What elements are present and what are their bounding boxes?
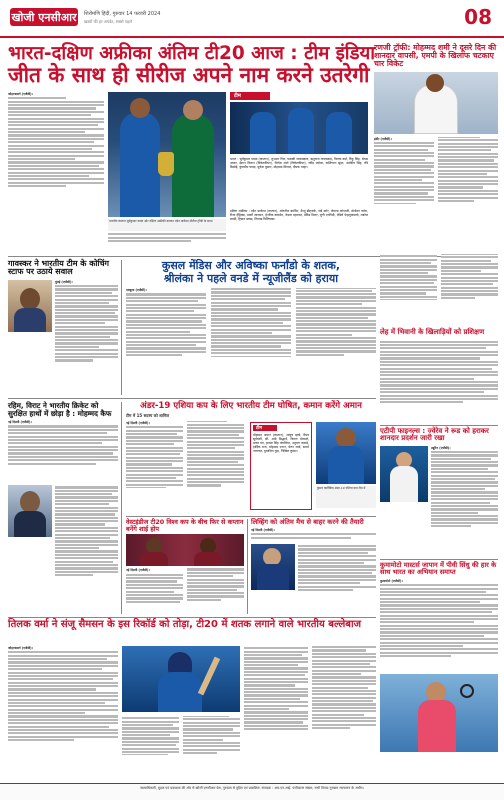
masthead-date: शिरोमणि हिंदी, गुरुवार 14 फरवरी 2024 xyxy=(84,11,161,17)
team-box-india: भारत : सूर्यकुमार यादव (कप्तान), शुभमन गिल, यशस्वी जायसवाल, ऋतुराज गायकवाड़, तिलक वर्मा, रिंकू सिंह, श्रेयस अय्यर, ईशान किशन (विकेटकीपर), जितेश शर्मा (विकेटकीपर), रवींद्र जडेजा, वाशिंगटन सुंदर, अर्शदीप सिंह, रवि बिश्नोई, कुलदीप यादव, मुकेश कुमार, मोहम्मद सिराज, दीपक चाहर। xyxy=(230,157,368,170)
atp-headline: एटीपी फाइनल्स : ज्वेरेव ने रूड को हराकर शानदार प्रदर्शन जारी रखा xyxy=(380,427,489,443)
masthead-sub: खबरों की हर अपडेट, सबसे पहले xyxy=(84,19,133,24)
kumamoto-photo xyxy=(380,674,498,752)
livingstone-body-top xyxy=(251,528,376,542)
lead-story xyxy=(8,43,376,254)
kusal-headline-1: कुसल मेंडिस और अविष्का फर्नांडो के शतक, xyxy=(161,259,341,272)
kusal-story xyxy=(126,260,376,395)
u19-team-title: टीम xyxy=(253,425,277,431)
tilak-dateline: जोहान्सबर्ग (एजेंसी)। xyxy=(8,646,33,650)
livingstone-body xyxy=(298,544,376,606)
player-figure-left xyxy=(120,112,160,217)
lead-headline-1: भारत-दक्षिण अफ्रीका अंतिम टी20 आज : टीम इंडिया xyxy=(8,43,376,64)
masthead-logo xyxy=(10,8,78,26)
tilak-body-2 xyxy=(122,716,240,778)
bat-icon xyxy=(198,657,220,696)
lead-body-col1 xyxy=(8,92,104,252)
divider-vertical-3 xyxy=(247,519,248,614)
kumamoto-body xyxy=(380,579,498,671)
lead-body-col2 xyxy=(108,232,226,254)
ranji-body xyxy=(374,137,498,245)
ranji-headline: रणजी ट्रॉफी: मोहम्मद शमी ने दूसरे दिन की शानदार वापसी, एमपी के खिलाफ चटकाए चार विकेट xyxy=(374,43,497,69)
ranji-dateline: इंदौर (एजेंसी)। xyxy=(374,136,392,141)
footer xyxy=(0,783,504,800)
u19-photo xyxy=(316,422,376,484)
batsman-helmet xyxy=(168,652,192,674)
lead-dateline: जोहान्सबर्ग (एजेंसी)। xyxy=(8,92,33,96)
atp-photo xyxy=(380,446,428,502)
atp-body xyxy=(431,446,498,546)
training-body xyxy=(380,339,498,419)
team-box-title: टीम xyxy=(230,92,270,100)
u19-team-list: मोहम्मद अमान (कप्तान), आयुष म्हात्रे, वैभव सूर्यवंशी, सी. आंद्रे सिद्धार्थ, किरण चोरमले, प्रणव पंत, हरवंश सिंह पंगालिया, अनुराग कवाड़े, हार्दिक राज, मोहम्मद एनान, चेतन शर्मा, समर्थ नागराज, युधाजित गुहा, निखिल कुमार। xyxy=(253,433,309,454)
u19-subhead: टीम में 15 सदस्य को शामिल xyxy=(126,413,170,419)
kaif-dateline: नई दिल्ली (एजेंसी)। xyxy=(8,420,32,425)
lead-photo xyxy=(108,92,226,217)
wi-photo xyxy=(126,534,244,566)
player-head-right xyxy=(183,100,203,120)
kaif-photo xyxy=(8,485,52,537)
ranji-photo xyxy=(374,72,498,134)
masthead-logo-text: खोजी एनसीआर xyxy=(11,10,77,24)
training-body-top xyxy=(380,254,498,326)
u19-dateline: नई दिल्ली (एजेंसी)। xyxy=(126,421,150,426)
divider-vertical-1 xyxy=(121,260,122,395)
player-head-left xyxy=(130,98,150,118)
divider-4 xyxy=(8,617,376,618)
livingstone-photo xyxy=(251,544,295,590)
wi-dateline: नई दिल्ली (एजेंसी)। xyxy=(126,568,150,573)
lead-headline-2: जीत के साथ ही सीरीज अपने नाम करने उतरेगी xyxy=(8,63,370,88)
kaif-body xyxy=(55,485,118,613)
atp-story xyxy=(380,428,498,558)
player-figure-right xyxy=(172,114,214,217)
training-headline: लेह में भिवानी के खिलाड़ियों को प्रशिक्षण xyxy=(380,328,485,336)
kumamoto-dateline: कुमामोटो (एजेंसी)। xyxy=(380,578,403,583)
lead-team-box xyxy=(230,92,368,254)
team-box-photo xyxy=(230,102,368,154)
livingstone-story xyxy=(251,519,376,614)
kumamoto-headline: कुमामोटो मास्टर्स जापान में पीवी सिंधु की हार के साथ भारत का अभियान समाप्त xyxy=(380,561,497,576)
u19-story xyxy=(126,402,376,514)
kaif-headline: रहिम, विराट ने भारतीय क्रिकेट को सुरक्षित हाथों में छोड़ा है : मोहम्मद कैफ xyxy=(8,401,112,418)
bowler-head xyxy=(426,74,444,92)
kaif-body-top xyxy=(8,420,118,482)
training-story xyxy=(380,254,498,424)
footer-text: स्वत्वाधिकारी, मुद्रक एवं प्रकाशक की ओर से खोजी एनसीआर प्रेस, गुरुग्राम से मुद्रित एवं प्रकाशित। संपादक : आर.एन.आई. पंजीकरण संख्या, सभी विवाद गुरुग्राम न्यायालय के अधीन। xyxy=(140,786,364,790)
gavaskar-body xyxy=(55,280,118,388)
gavaskar-story xyxy=(8,260,118,395)
divider-3 xyxy=(126,516,376,517)
divider-2 xyxy=(8,398,376,399)
gavaskar-dateline: मुंबई (एजेंसी)। xyxy=(55,279,73,284)
kusal-dateline: दाम्बुला (एजेंसी)। xyxy=(126,288,147,293)
wi-body xyxy=(126,568,244,614)
livingstone-dateline: नई दिल्ली (एजेंसी)। xyxy=(251,527,275,532)
wi-headline: वेस्टइंडीज टी20 विश्व कप के बीच फिर से कप्तान बनेंगे शाई होप xyxy=(126,518,244,533)
tennis-player-body xyxy=(390,466,418,502)
u19-headline: अंडर-19 एशिया कप के लिए भारतीय टीम घोषित, कमान करेंगे अमान xyxy=(140,401,362,411)
kaif-story xyxy=(8,402,118,614)
page-number: 08 xyxy=(464,5,492,29)
tilak-body-1 xyxy=(8,646,118,778)
badminton-player-head xyxy=(426,682,446,702)
batsman-body xyxy=(158,672,202,712)
atp-dateline: ट्यूरिन (एजेंसी)। xyxy=(431,445,451,450)
tilak-photo xyxy=(122,646,240,712)
u19-photo-caption: कुमार कार्तिकेय अंडर-19 एशिया कप टीम में xyxy=(316,486,376,508)
kumamoto-story xyxy=(380,562,498,777)
tilak-body-3 xyxy=(244,646,376,778)
racket-icon xyxy=(460,684,474,698)
u19-body xyxy=(126,421,244,509)
trophy-icon xyxy=(158,152,174,176)
gavaskar-photo xyxy=(8,280,52,332)
lead-photo-caption: भारतीय कप्तान सूर्यकुमार यादव और दक्षिण अफ्रीकी कप्तान एडेन मार्करम सीरीज ट्रॉफी के साथ। xyxy=(108,219,226,231)
badminton-player-body xyxy=(418,700,456,752)
u19-team-box xyxy=(250,422,312,510)
tilak-story xyxy=(8,620,376,780)
tilak-headline: तिलक वर्मा ने संजू सैमसन के इस रिकॉर्ड को तोड़ा, टी20 में शतक लगाने वाले भारतीय बल्लेबाज xyxy=(8,619,362,630)
wi-story xyxy=(126,519,244,614)
divider-vertical-2 xyxy=(121,402,122,614)
kusal-headline-2: श्रीलंका ने पहले वनडे में न्यूजीलैंड को हराया xyxy=(163,271,339,285)
kusal-body xyxy=(126,288,376,388)
gavaskar-headline: गावस्कर ने भारतीय टीम के कोचिंग स्टाफ पर उठाये सवाल xyxy=(8,259,110,277)
masthead xyxy=(0,0,504,38)
ranji-story xyxy=(374,44,498,249)
team-box-sa: दक्षिण अफ्रीका : एडेन मार्करम (कप्तान), ओटनील बार्टमैन, मैथ्यू ब्रीट्जके, नांद्रे बर्गर, जेराल्ड कोएत्जी, डोनोवन फरेरा, रीजा हेंड्रिक्स, मार्को जानसन, हेनरिक क्लासेन, केशव महाराज, डेविड मिलर, लुंगी एनगिडी, एंडिले फेहलुकवायो, तबरेज शम्सी, ट्रिस्टन स्टब्स, लिजाड विलियम्स। xyxy=(230,209,368,222)
livingstone-headline: लिव्हिंग को अंतिम मैच से बाहर करने की तैयारी xyxy=(251,518,364,526)
